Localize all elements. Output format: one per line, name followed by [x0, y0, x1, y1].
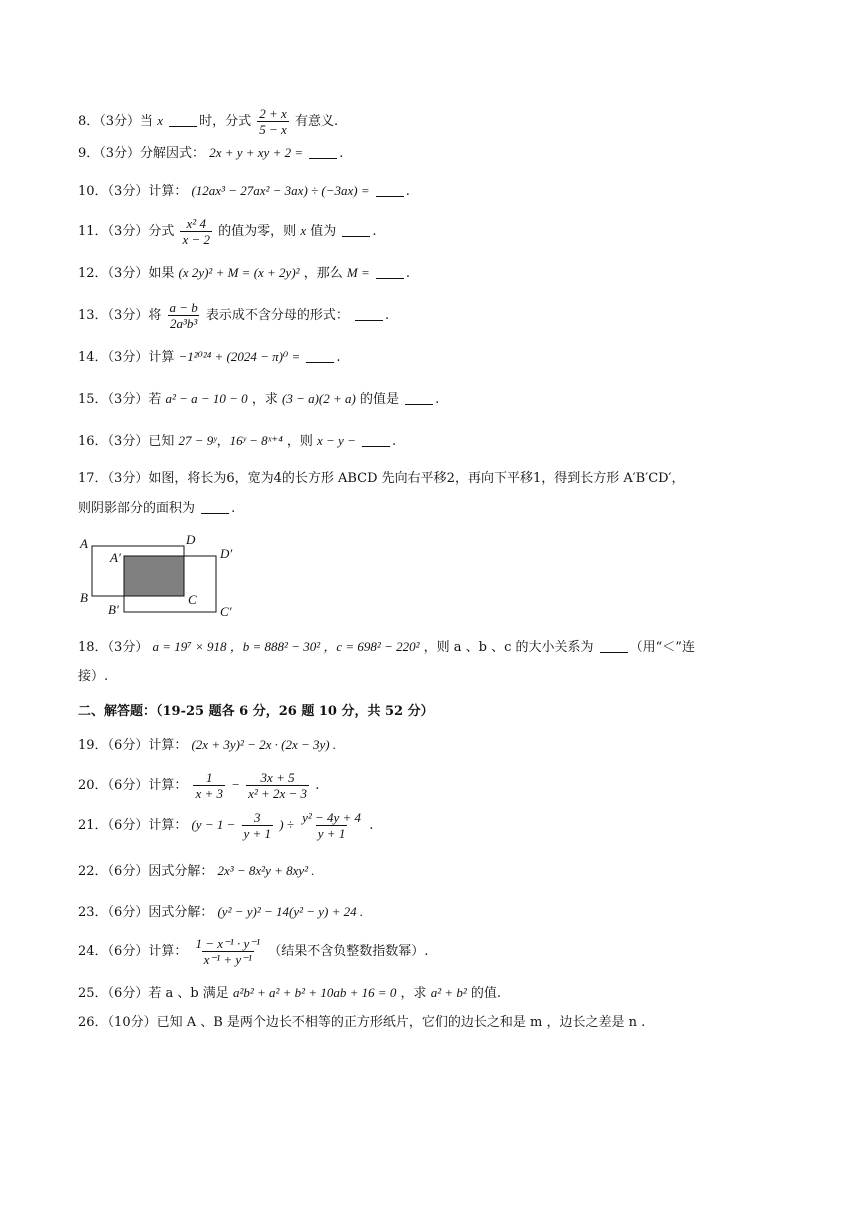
q21-head: 21．（6分）计算： — [78, 818, 188, 833]
q20-head: 20．（6分）计算： — [78, 778, 188, 793]
q13-tail: . — [385, 308, 390, 323]
q15-answer-blank[interactable] — [405, 392, 433, 405]
q25-head: 25．（6分）若 a 、b 满足 — [78, 986, 229, 1001]
question-16 — [78, 432, 396, 451]
q25-expr2: a² + b² — [430, 985, 467, 1000]
q11-mid: 的值为零，则 — [218, 224, 297, 239]
rectangle-translation-figure — [76, 532, 246, 622]
q16-sep: ， — [216, 434, 230, 449]
q18-answer-blank[interactable] — [600, 640, 628, 653]
question-26: 26．（10分）已知 A 、B 是两个边长不相等的正方形纸片，它们的边长之和是 m ，边长之差是 n . — [78, 1015, 646, 1030]
q9-tail: . — [339, 146, 344, 161]
q21-tail: . — [369, 818, 374, 833]
q18-expr: a = 19⁷ × 918 ，b = 888² − 30² ，c = 698² − 220² — [152, 639, 420, 654]
q12-tail: . — [405, 266, 410, 281]
label-A-prime: A′ — [110, 550, 121, 565]
q21-den1: y + 1 — [243, 826, 272, 841]
question-19 — [78, 736, 336, 755]
q25-expr: a²b² + a² + b² + 10ab + 16 = 0 — [232, 985, 397, 1000]
question-25 — [78, 984, 501, 1003]
question-24 — [78, 936, 428, 967]
q13-numerator: a − b — [169, 300, 198, 315]
q20-num2: 3x + 5 — [260, 770, 295, 785]
q9-answer-blank[interactable] — [309, 146, 337, 159]
question-8 — [78, 106, 338, 137]
q17-line2-text: 则阴影部分的面积为 — [78, 501, 196, 516]
q8-tail: 有意义. — [294, 114, 339, 129]
q23-head: 23．（6分）因式分解： — [78, 905, 214, 920]
question-15 — [78, 390, 439, 409]
q15-head: 15．（3分）若 — [78, 392, 162, 407]
label-D: D — [186, 532, 196, 547]
q8-var: x — [157, 113, 163, 128]
q13-answer-blank[interactable] — [355, 308, 383, 321]
q10-answer-blank[interactable] — [376, 184, 404, 197]
q8-fraction — [257, 106, 289, 137]
q24-fraction — [193, 936, 262, 967]
q8-head: 8．（3分）当 — [78, 114, 154, 129]
q11-numerator: x² 4 — [186, 216, 206, 231]
q21-pre: (y − 1 − — [191, 817, 236, 832]
q11-fraction — [180, 216, 212, 247]
q12-answer-blank[interactable] — [376, 266, 404, 279]
question-13 — [78, 300, 389, 331]
q12-expr: (x 2y)² + M = (x + 2y)² — [178, 265, 300, 280]
q11-var: x — [300, 223, 307, 238]
q21-fraction-2 — [300, 810, 363, 841]
q17-tail: . — [231, 501, 236, 516]
q11-tail: . — [372, 224, 377, 239]
q16-tail: . — [392, 434, 397, 449]
q16-answer-blank[interactable] — [362, 434, 390, 447]
q18-mid: ，则 a 、b 、c 的大小关系为 — [423, 640, 594, 655]
q12-head: 12．（3分）如果 — [78, 266, 175, 281]
q16-expr2: 16ʸ − 8ˣ⁺⁴ — [229, 433, 283, 448]
question-17-line1: 17．（3分）如图，将长为6，宽为4的长方形 ABCD 先向右平移2，再向下平移1，得到长方形 A′B′CD′， — [78, 471, 685, 486]
question-23 — [78, 903, 363, 922]
question-17-line2 — [78, 500, 235, 518]
q10-expr: (12ax³ − 27ax² − 3ax) ÷ (−3ax) = — [191, 183, 370, 198]
q12-mid: ，那么 — [303, 266, 343, 281]
q23-expr: (y² − y)² − 14(y² − y) + 24 . — [217, 904, 364, 919]
q9-head: 9．（3分）分解因式： — [78, 146, 206, 161]
question-11 — [78, 216, 377, 247]
q20-tail: . — [315, 778, 320, 793]
q15-expr2: (3 − a)(2 + a) — [281, 391, 356, 406]
label-D-prime: D′ — [220, 546, 233, 561]
q24-denominator: x⁻¹ + y⁻¹ — [203, 952, 252, 967]
question-18-line2: 接）. — [78, 669, 109, 684]
question-20 — [78, 770, 319, 801]
q24-tail: （结果不含负整数指数幂）. — [268, 944, 429, 959]
q15-tail: . — [435, 392, 440, 407]
q11-tail2: 值为 — [310, 224, 337, 239]
q10-head: 10．（3分）计算： — [78, 184, 188, 199]
question-18 — [78, 638, 695, 657]
question-21 — [78, 810, 373, 841]
q15-mid2: 的值是 — [360, 392, 400, 407]
q8-answer-blank[interactable] — [169, 114, 197, 127]
q25-tail: 的值. — [470, 986, 502, 1001]
q20-fraction-1 — [193, 770, 225, 801]
q17-answer-blank[interactable] — [201, 501, 229, 514]
q18-tail: （用“＜”连 — [629, 640, 695, 655]
question-12 — [78, 264, 410, 283]
q18-head: 18．（3分） — [78, 640, 149, 655]
q11-answer-blank[interactable] — [342, 224, 370, 237]
q10-tail: . — [405, 184, 410, 199]
q24-numerator: 1 − x⁻¹ · y⁻¹ — [195, 936, 261, 951]
q19-expr: (2x + 3y)² − 2x · (2x − 3y) . — [191, 737, 337, 752]
q12-var: M = — [346, 265, 370, 280]
q14-answer-blank[interactable] — [306, 350, 334, 363]
q19-head: 19．（6分）计算： — [78, 738, 188, 753]
q21-num1: 3 — [254, 810, 261, 825]
q8-denominator: 5 − x — [259, 122, 287, 137]
q8-numerator: 2 + x — [259, 106, 287, 121]
label-B: B — [80, 590, 88, 605]
q14-head: 14．（3分）计算 — [78, 350, 175, 365]
q20-den2: x² + 2x − 3 — [248, 786, 308, 801]
q16-expr3: x − y − — [317, 433, 356, 448]
q20-den1: x + 3 — [195, 786, 224, 801]
label-A: A — [80, 536, 88, 551]
q9-expr: 2x + y + xy + 2 = — [209, 145, 304, 160]
q11-head: 11．（3分）分式 — [78, 224, 175, 239]
q14-tail: . — [336, 350, 341, 365]
q20-fraction-2 — [246, 770, 309, 801]
q15-expr: a² − a − 10 − 0 — [165, 391, 248, 406]
q20-op: − — [231, 777, 240, 792]
q15-mid: ，求 — [251, 392, 278, 407]
q13-fraction — [167, 300, 199, 331]
q16-head: 16．（3分）已知 — [78, 434, 175, 449]
q24-head: 24．（6分）计算： — [78, 944, 188, 959]
label-C: C — [188, 592, 197, 607]
q13-head: 13．（3分）将 — [78, 308, 162, 323]
q21-fraction-1 — [242, 810, 274, 841]
q14-expr: −1²⁰²⁴ + (2024 − π)⁰ = — [178, 349, 301, 364]
q21-num2: y² − 4y + 4 — [302, 810, 362, 825]
q11-denominator: x − 2 — [182, 232, 211, 247]
question-10 — [78, 182, 410, 201]
q13-mid: 表示成不含分母的形式： — [205, 308, 349, 323]
question-9 — [78, 144, 343, 163]
q16-mid: ，则 — [286, 434, 313, 449]
q13-denominator: 2a³b³ — [169, 316, 198, 331]
rect-shaded-overlap — [124, 556, 184, 596]
question-14 — [78, 348, 341, 367]
section-heading-answers: 二、解答题：（19-25 题各 6 分，26 题 10 分，共 52 分） — [78, 704, 434, 719]
q22-head: 22．（6分）因式分解： — [78, 864, 214, 879]
q22-expr: 2x³ − 8x²y + 8xy² . — [217, 863, 315, 878]
q16-expr: 27 − 9ʸ — [178, 433, 217, 448]
q25-mid: ，求 — [400, 986, 427, 1001]
q8-mid: 时，分式 — [199, 114, 252, 129]
q21-mid: ) ÷ — [279, 817, 294, 832]
question-22 — [78, 862, 315, 881]
label-B-prime: B′ — [108, 602, 119, 617]
q20-num1: 1 — [205, 770, 213, 785]
q21-den2: y + 1 — [317, 826, 346, 841]
label-C-prime: C′ — [220, 604, 232, 619]
